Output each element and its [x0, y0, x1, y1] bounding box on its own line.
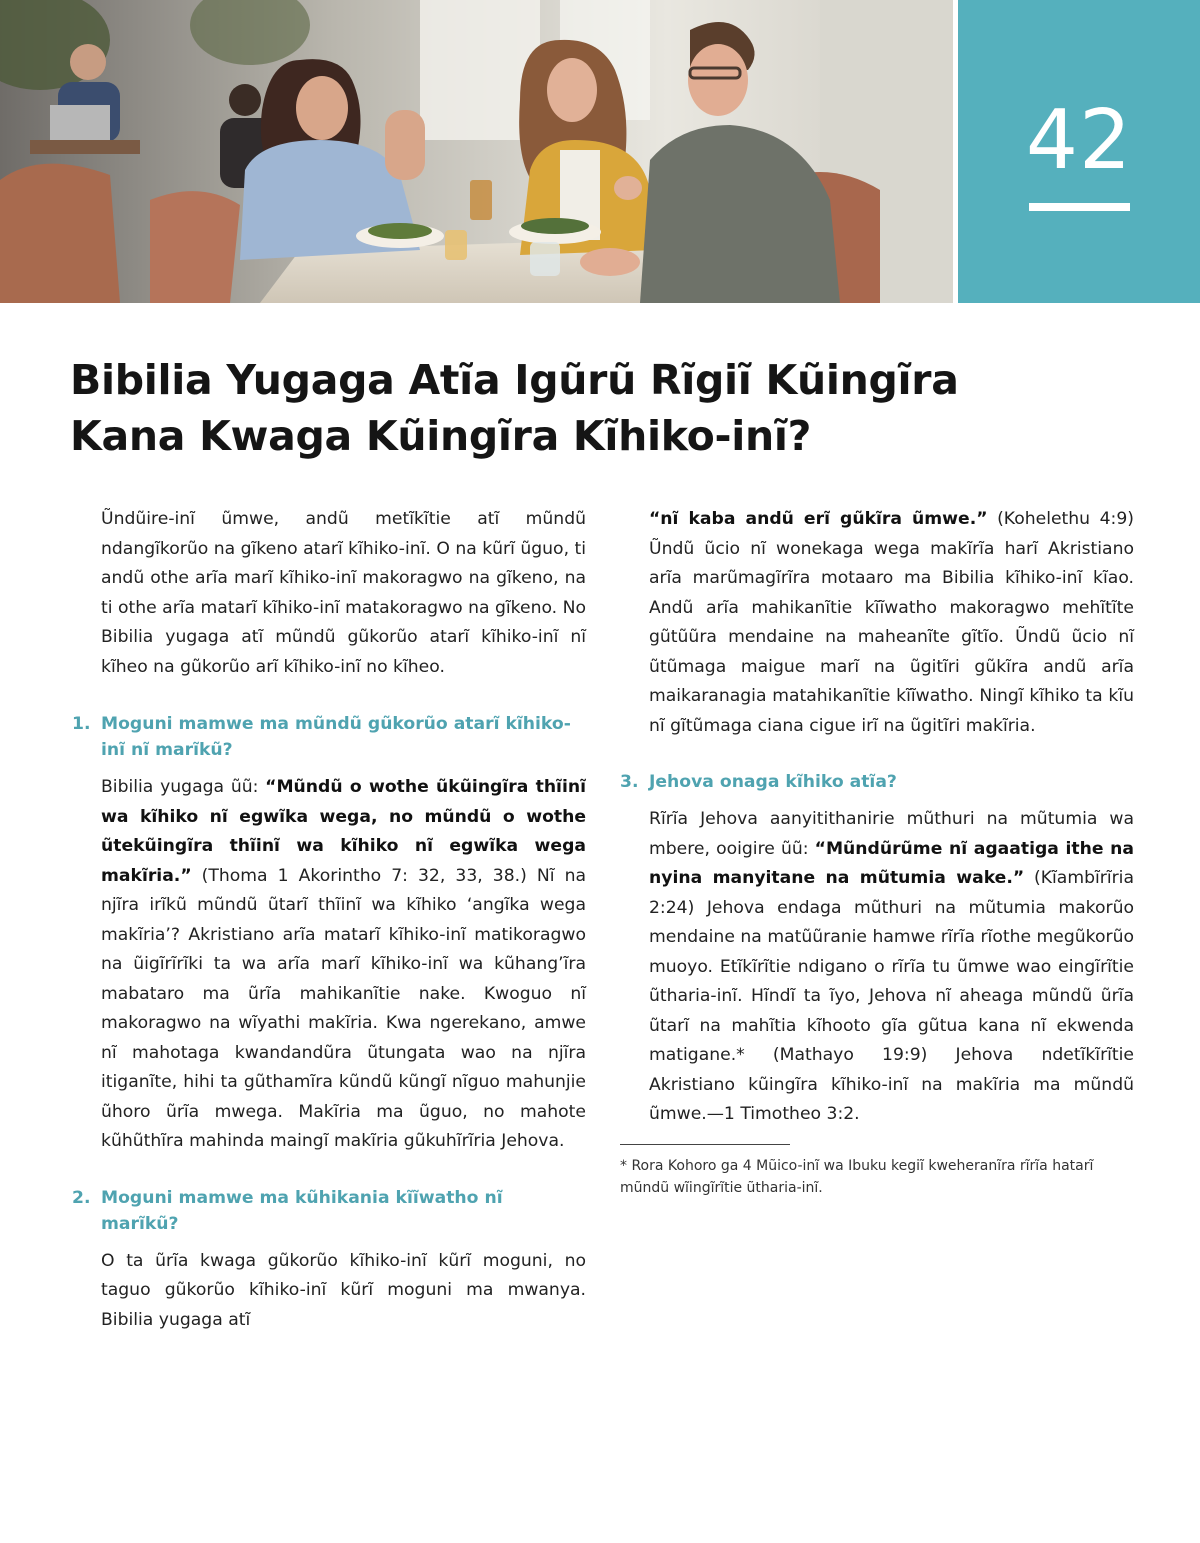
section-1-text-start: Bibilia yugaga ũũ:: [101, 777, 266, 797]
section-2-text-rest: (Kohelethu 4:9) Ũndũ ũcio nĩ wonekaga wega makĩrĩa harĩ Akristiano arĩa marũmagĩrĩra motaaro ma Bibilia kĩhiko-inĩ kĩao. Andũ arĩa mahikanĩtie kĩĩwatho makoragwo mehĩtĩte gũtũũra mendaine na maheanĩte gĩtĩo. Ũndũ ũcio nĩ ũtũmaga maigue marĩ na ũgitĩri gũkĩra andũ arĩa maikaranagia matahikanĩtie kĩĩwatho. Ningĩ kĩhiko ta kĩu nĩ gĩtũmaga ciana cigue irĩ na ũgitĩri makĩria.: [649, 509, 1134, 736]
footnote: * Rora Kohoro ga 4 Mũico-inĩ wa Ibuku kegiĩ kweheranĩra rĩrĩa hatarĩ mũndũ wĩingĩrĩtie ũtharia-inĩ.: [620, 1157, 1094, 1196]
section-2-question: [72, 1185, 586, 1237]
section-3-text-rest: (Kĩambĩrĩria 2:24) Jehova endaga mũthuri na mũtumia makorũo mendaine na matũũranie hamwe rĩrĩa rĩothe megũkorũo muoyo. Etĩkĩrĩtie ndigano o rĩrĩa tu ũmwe wao eingĩrĩtie ũtharia-inĩ. Hĩndĩ ta ĩyo, Jehova nĩ aheaga mũndũ ũrĩa ũtarĩ na mahĩtia kĩhooto gĩa gũtua kana nĩ ekwenda matigane.* (Mathayo 19:9) Jehova ndetĩkĩrĩtie Akristiano kũingĩra kĩhiko-inĩ na makĩria ma mũndũ ũmwe.—1 Timotheo 3:2.: [649, 868, 1134, 1124]
section-2-text-start: O ta ũrĩa kwaga gũkorũo kĩhiko-inĩ kũrĩ moguni, no taguo gũkorũo kĩhiko-inĩ kũrĩ moguni ma mwanya. Bibilia yugaga atĩ: [101, 1250, 586, 1330]
section-2-paragraph-part-2: [620, 505, 1134, 741]
section-3-paragraph: [620, 805, 1134, 1130]
page-title: [70, 352, 1150, 464]
section-3-number: 3.: [620, 772, 639, 792]
section-3-question: [620, 769, 1134, 795]
lesson-number: 42: [1025, 93, 1133, 188]
right-column: [620, 505, 1134, 1199]
section-1-paragraph: [72, 773, 586, 1157]
left-column: [72, 505, 586, 1335]
section-1-question-text: Moguni mamwe ma mũndũ gũkorũo atarĩ kĩhiko-inĩ nĩ marĩkũ?: [101, 714, 571, 760]
section-1-text-rest: (Thoma 1 Akorintho 7: 32, 33, 38.) Nĩ na njĩra irĩkũ mũndũ ũtarĩ thĩinĩ wa kĩhiko ‘angĩka wega makĩria’? Akristiano arĩa matarĩ kĩhiko-inĩ matikoragwo na ũigĩrĩrĩki ta wa arĩa marĩ kĩhiko-inĩ wa kũhang’ĩra mabataro ma ũrĩa mahikanĩtie nake. Kwoguo nĩ makoragwo na wĩyathi makĩria. Kwa ngerekano, amwe nĩ mahotaga kwandandũra ũtungata wao na njĩra itiganĩte, hihi ta gũthamĩra kũndũ kũngĩ nĩguo mahunjie ũhoro ũrĩa mwega. Makĩria ma ũguo, no mahote kũhũthĩra mahinda maingĩ makĩria gũkuhĩrĩria Jehova.: [101, 865, 586, 1151]
section-1-scripture-quote: “Mũndũ o wothe ũkũingĩra thĩinĩ wa kĩhiko nĩ egwĩka wega, no mũndũ o wothe ũtekũingĩra thĩinĩ wa kĩhiko nĩ egwĩka wega makĩria.”: [101, 777, 586, 886]
intro-paragraph: Ũndũire-inĩ ũmwe, andũ metĩkĩtie atĩ mũndũ ndangĩkorũo na gĩkeno atarĩ kĩhiko-inĩ. O na kũrĩ ũguo, ti andũ othe arĩa marĩ kĩhiko-inĩ makoragwo na gĩkeno, na ti othe arĩa matarĩ kĩhiko-inĩ matakoragwo na gĩkeno. No Bibilia yugaga atĩ mũndũ gũkorũo atarĩ kĩhiko-inĩ nĩ kĩheo na gũkorũo arĩ kĩhiko-inĩ no kĩheo.: [101, 509, 587, 677]
page-title-line-2: Kana Kwaga Kũingĩra Kĩhiko-inĩ?: [70, 412, 812, 460]
section-3-scripture-quote: “Mũndũrũme nĩ agaatiga ithe na nyina manyitane na mũtumia wake.”: [649, 838, 1134, 888]
cafe-photo-illustration: [0, 0, 953, 303]
section-2-scripture-quote: “nĩ kaba andũ erĩ gũkĩra ũmwe.”: [649, 509, 988, 529]
section-2-question-text: Moguni mamwe ma kũhikania kĩĩwatho nĩ marĩkũ?: [101, 1187, 503, 1234]
section-2-paragraph-part-1: [72, 1247, 586, 1336]
section-2-number: 2.: [72, 1187, 91, 1208]
section-1-number: 1.: [72, 714, 91, 734]
section-1-question: [72, 711, 586, 763]
lesson-number-underline: [1029, 203, 1130, 211]
header-photo: [0, 0, 953, 303]
section-3-text-start: Rĩrĩa Jehova aanyitithanirie mũthuri na mũtumia wa mbere, ooigire ũũ:: [649, 809, 1134, 859]
page-title-line-1: Bibilia Yugaga Atĩa Igũrũ Rĩgiĩ Kũingĩra: [70, 356, 959, 404]
lesson-number-box: [958, 0, 1200, 303]
footnote-divider: [620, 1144, 790, 1145]
section-3-question-text: Jehova onaga kĩhiko atĩa?: [649, 772, 897, 792]
